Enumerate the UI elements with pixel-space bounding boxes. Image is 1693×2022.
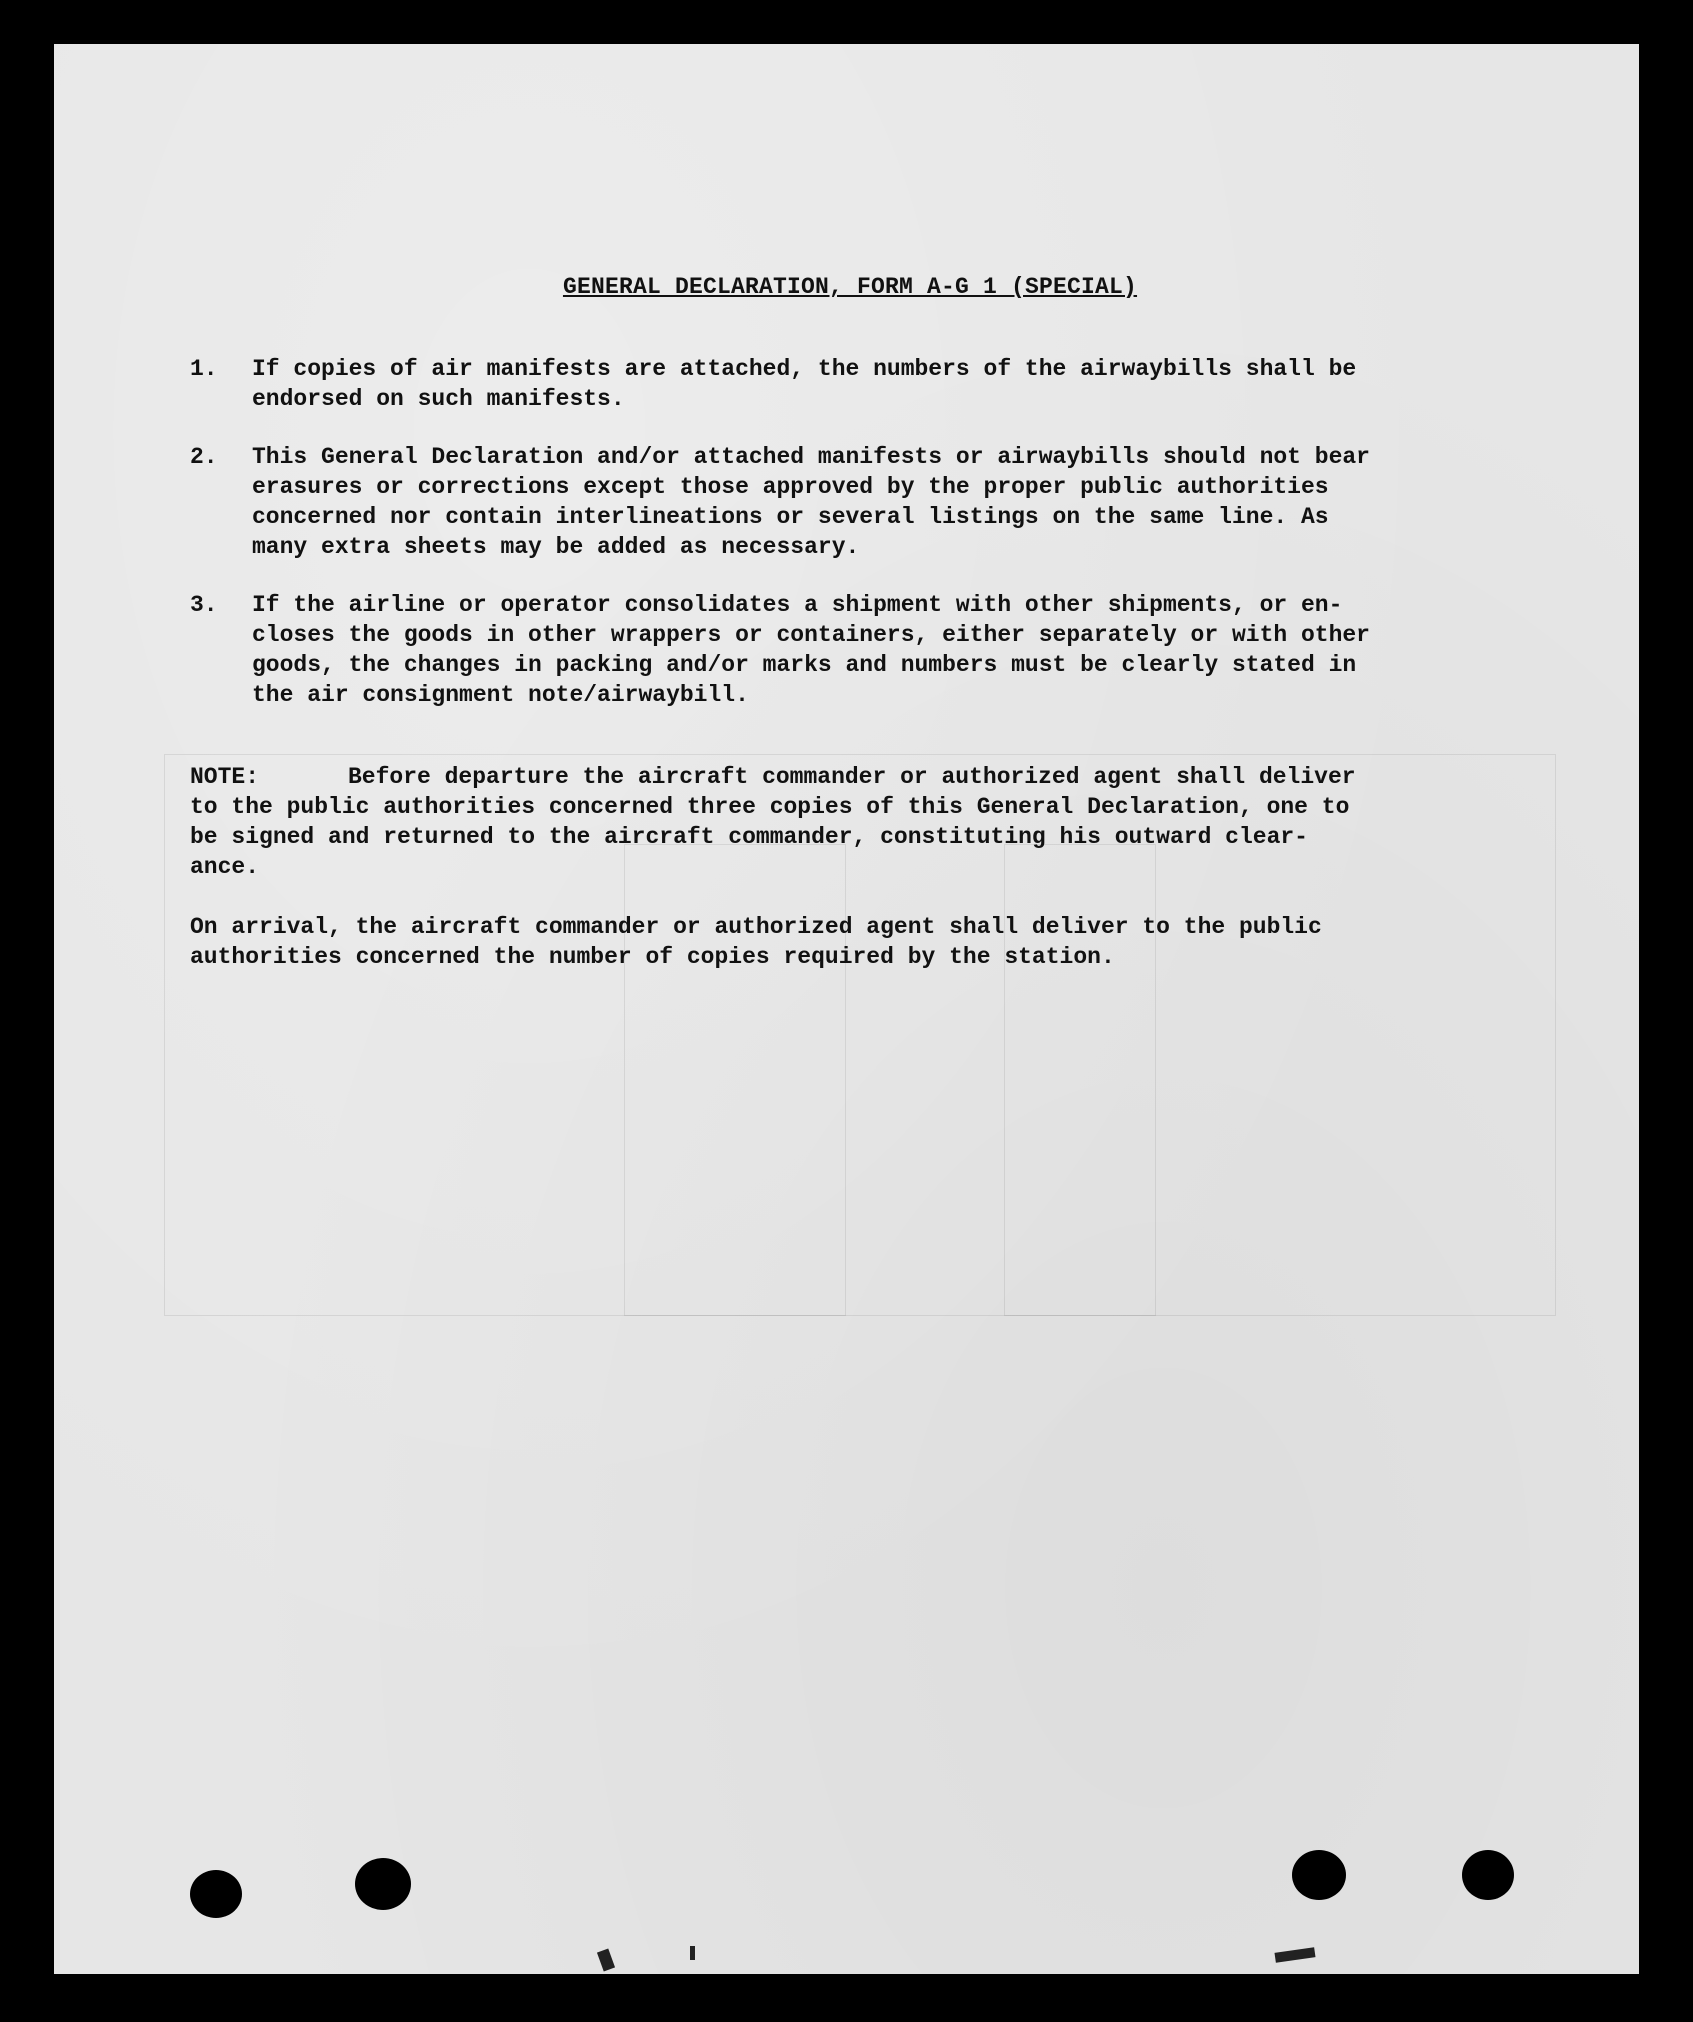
arrival-paragraph: On arrival, the aircraft commander or authorized agent shall deliver to the public authorities concerned the number of copies required by the station.	[190, 914, 1322, 970]
note-paragraph	[190, 762, 1510, 882]
item-number: 3.	[190, 592, 218, 618]
item-number: 2.	[190, 444, 218, 470]
note-text: Before departure the aircraft commander or authorized agent shall deliver to the public authorities concerned three copies of this General Declaration, one to be signed and returned to the aircraft commander, constituting his outward clear- ance.	[190, 764, 1356, 880]
punch-hole	[1462, 1850, 1514, 1900]
note-label: NOTE:	[190, 764, 260, 790]
punch-hole	[1292, 1850, 1346, 1900]
instruction-item-2	[190, 442, 1510, 562]
item-text: If copies of air manifests are attached, the numbers of the airwaybills shall be endorsed on such manifests.	[252, 356, 1357, 412]
item-text: If the airline or operator consolidates a shipment with other shipments, or en- closes the goods in other wrappers or containers, either separately or with other goods, the changes in packing and/or marks and numbers must be clearly stated in the air consignment note/airwaybill.	[252, 592, 1370, 708]
instruction-item-1	[190, 354, 1510, 414]
item-number: 1.	[190, 356, 218, 382]
punch-hole	[190, 1870, 242, 1918]
declaration-content	[190, 272, 1510, 972]
item-text: This General Declaration and/or attached manifests or airwaybills should not bear erasures or corrections except those approved by the proper public authorities concerned nor contain interlineations or several listings on the same line. As many extra sheets may be added as necessary.	[252, 444, 1370, 560]
document-title: GENERAL DECLARATION, FORM A-G 1 (SPECIAL)	[562, 274, 1138, 300]
punch-hole	[355, 1858, 411, 1910]
edge-mark	[690, 1946, 695, 1960]
instruction-item-3	[190, 590, 1510, 710]
